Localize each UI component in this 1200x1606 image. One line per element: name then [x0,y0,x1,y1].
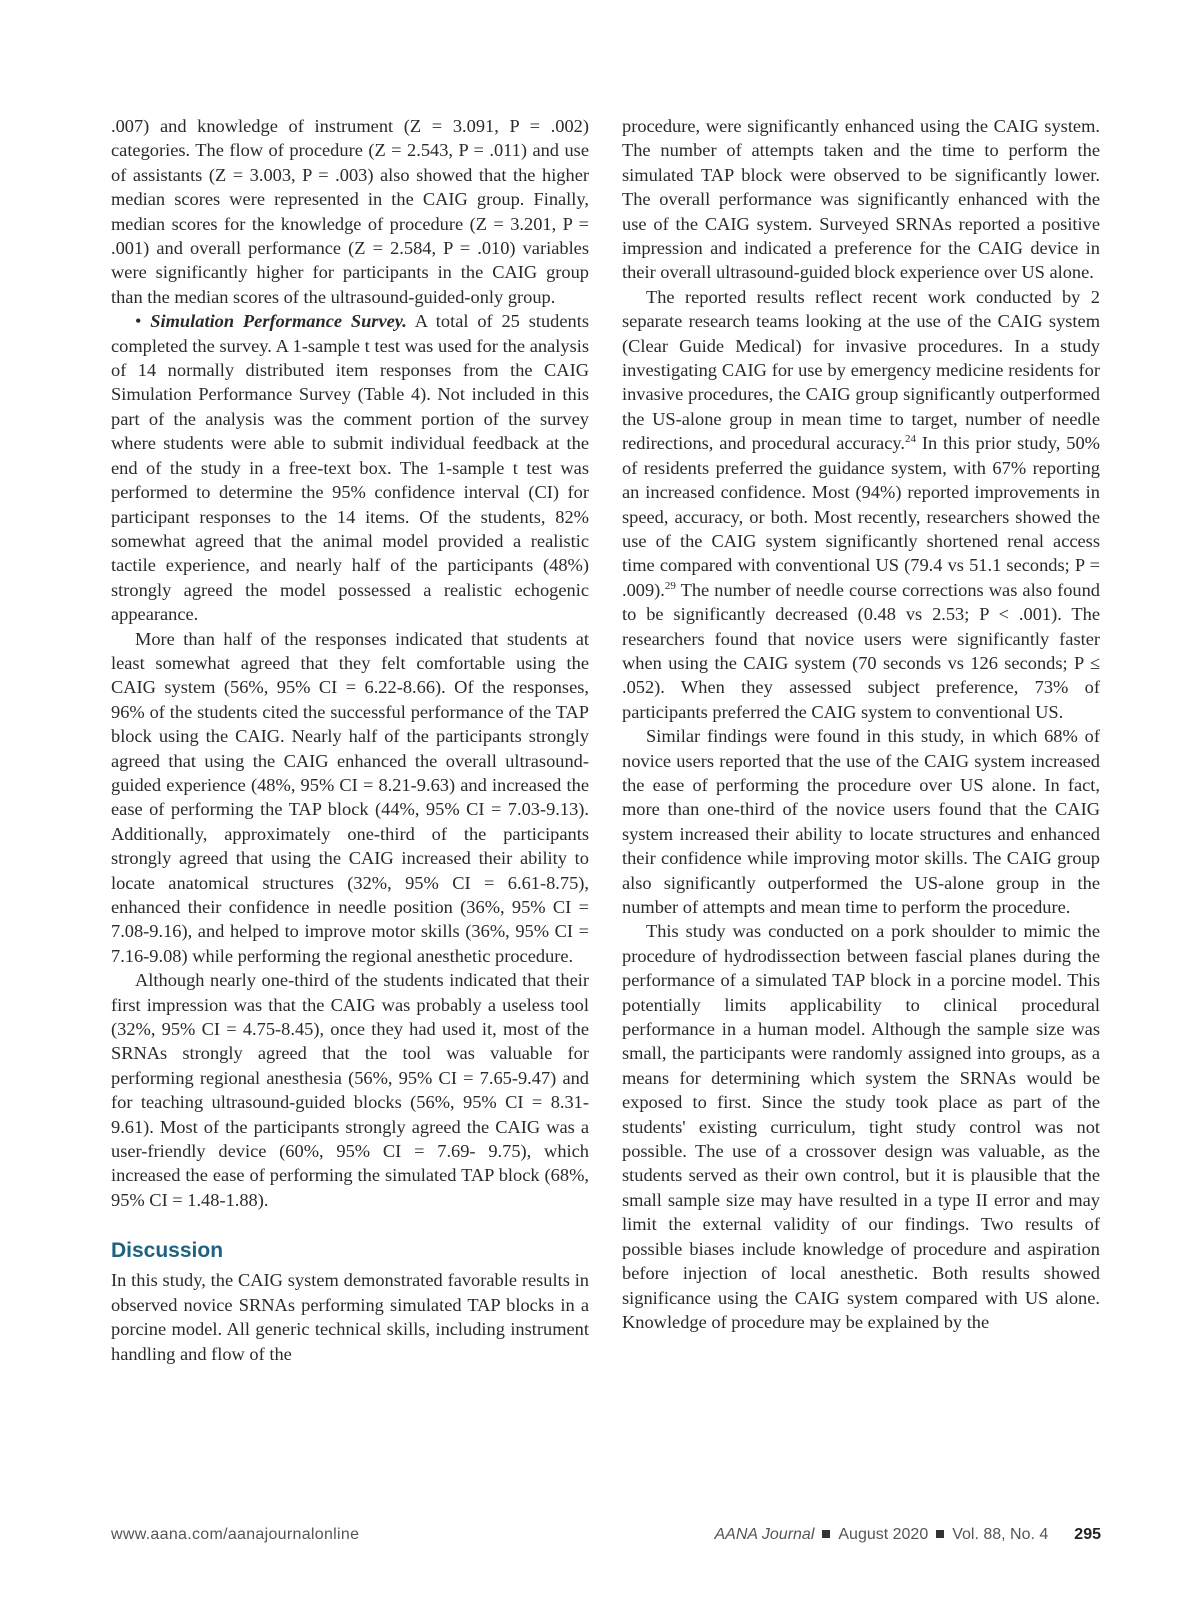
square-separator-icon [822,1530,830,1538]
footer-url[interactable]: www.aana.com/aanajournalonline [111,1526,360,1543]
run-in-heading: Simulation Performance Survey. [150,311,407,332]
square-separator-icon [936,1530,944,1538]
body-paragraph: This study was conducted on a pork shoulder to mimic the procedure of hydrodissection between fascial planes during the performance of a simulated TAP block in a porcine model. This potentially limits applicability to clinical procedural performance in a human model. Although the sample size was small, the participants were randomly assigned into groups, as a means for determining which system the SRNAs would be exposed to first. Since the study took place as part of the students' existing curriculum, tight study control was not possible. The use of a crossover design was valuable, as the students served as their own control, but it is plausible that the small sample size may have resulted in a type II error and may limit the external validity of our findings. Two results of possible biases include knowledge of procedure and aspiration before injection of local anesthetic. Both results showed significance using the CAIG system compared with US alone. Knowledge of procedure may be explained by the [622,921,1100,1332]
body-paragraph: More than half of the responses indicated that students at least somewhat agreed that they felt comfortable using the CAIG system (56%, 95% CI = 6.22-8.66). Of the responses, 96% of the students cited the successful performance of the TAP block using the CAIG. Nearly half of the participants strongly agreed that using the CAIG enhanced the overall ultrasound-guided experience (48%, 95% CI = 8.21-9.63) and increased the ease of performing the TAP block (44%, 95% CI = 7.03-9.13). Additionally, approximately one-third of the participants strongly agreed that using the CAIG increased their ability to locate anatomical structures (32%, 95% CI = 6.61-8.75), enhanced their confidence in needle position (36%, 95% CI = 7.08-9.16), and helped to improve motor skills (36%, 95% CI = 7.16-9.08) while performing the regional anesthetic procedure. [111,628,589,966]
right-column [622,114,1100,1334]
paragraph-text: The number of needle course corrections was also found to be significantly decreased (0.48 vs 2.53; P < .001). The researchers found that novice users were significantly faster when using the CAIG system (70 seconds vs 126 seconds; P ≤ .052). When they assessed subject preference, 73% of participants preferred the CAIG system to conventional US. [622,579,1100,722]
reference-superscript[interactable]: 29 [664,579,676,592]
left-column [111,114,589,1366]
journal-name: AANA Journal [714,1526,815,1543]
page-footer [111,1526,1101,1550]
body-paragraph [111,309,589,626]
paragraph-text: The reported results reflect recent work conducted by 2 separate research teams looking at the use of the CAIG system (Clear Guide Medical) for invasive procedures. In a study investigating CAIG for use by emergency medicine residents for invasive procedures, the CAIG group significantly outperformed the US-alone group in mean time to target, number of needle redirections, and procedural accuracy. [622,286,1100,454]
body-paragraph: procedure, were significantly enhanced using the CAIG system. The number of attempts taken and the time to perform the simulated TAP block were observed to be significantly lower. The overall performance was significantly enhanced with the use of the CAIG system. Surveyed SRNAs reported a positive impression and indicated a preference for the CAIG device in their overall ultrasound-guided block experience over US alone. [622,116,1100,283]
page-number: 295 [1074,1526,1101,1543]
volume-issue: Vol. 88, No. 4 [952,1526,1049,1543]
bullet: • [135,311,151,332]
issue-date: August 2020 [838,1526,929,1543]
body-paragraph [622,285,1100,724]
body-paragraph: In this study, the CAIG system demonstrated favorable results in observed novice SRNAs performing simulated TAP blocks in a porcine model. All generic technical skills, including instrument handling and flow of the [111,1270,589,1364]
section-heading-discussion: Discussion [111,1239,224,1263]
reference-superscript[interactable]: 24 [904,433,916,446]
body-paragraph: .007) and knowledge of instrument (Z = 3.091, P = .002) categories. The flow of procedure (Z = 2.543, P = .011) and use of assistants (Z = 3.003, P = .003) also showed that the higher median scores were represented in the CAIG group. Finally, median scores for the knowledge of procedure (Z = 3.201, P = .001) and overall performance (Z = 2.584, P = .010) variables were significantly higher for participants in the CAIG group than the median scores of the ultrasound-guided-only group. [111,116,589,307]
body-paragraph: Similar findings were found in this study, in which 68% of novice users reported that the use of the CAIG system increased the ease of performing the procedure over US alone. In fact, more than one-third of the novice users found that the CAIG system increased their ability to locate structures and enhanced their confidence while improving motor skills. The CAIG group also significantly outperformed the US-alone group in the number of attempts and mean time to perform the procedure. [622,726,1100,917]
paragraph-text: In this prior study, 50% of residents preferred the guidance system, with 67% reporting an increased confidence. Most (94%) reported improvements in speed, accuracy, or both. Most recently, researchers showed the use of the CAIG system significantly shortened renal access time compared with conventional US (79.4 vs 51.1 seconds; P = .009). [622,433,1100,600]
paragraph-text: A total of 25 students completed the survey. A 1-sample t test was used for the analysis of 14 normally distributed item responses from the CAIG Simulation Performance Survey (Table 4). Not included in this part of the analysis was the comment portion of the survey where students were able to submit individual feedback at the end of the study in a free-text box. The 1-sample t test was performed to determine the 95% confidence interval (CI) for participant responses to the 14 items. Of the students, 82% somewhat agreed that the animal model provided a realistic tactile experience, and nearly half of the participants (48%) strongly agreed the model possessed a realistic echogenic appearance. [111,311,589,625]
footer-citation [714,1526,1101,1544]
body-paragraph: Although nearly one-third of the students indicated that their first impression was that the CAIG was probably a useless tool (32%, 95% CI = 4.75-8.45), once they had used it, most of the SRNAs strongly agreed that the tool was valuable for performing regional anesthesia (56%, 95% CI = 7.65-9.47) and for teaching ultrasound-guided blocks (56%, 95% CI = 8.31-9.61). Most of the participants strongly agreed the CAIG was a user-friendly device (60%, 95% CI = 7.69- 9.75), which increased the ease of performing the simulated TAP block (68%, 95% CI = 1.48-1.88). [111,970,589,1210]
